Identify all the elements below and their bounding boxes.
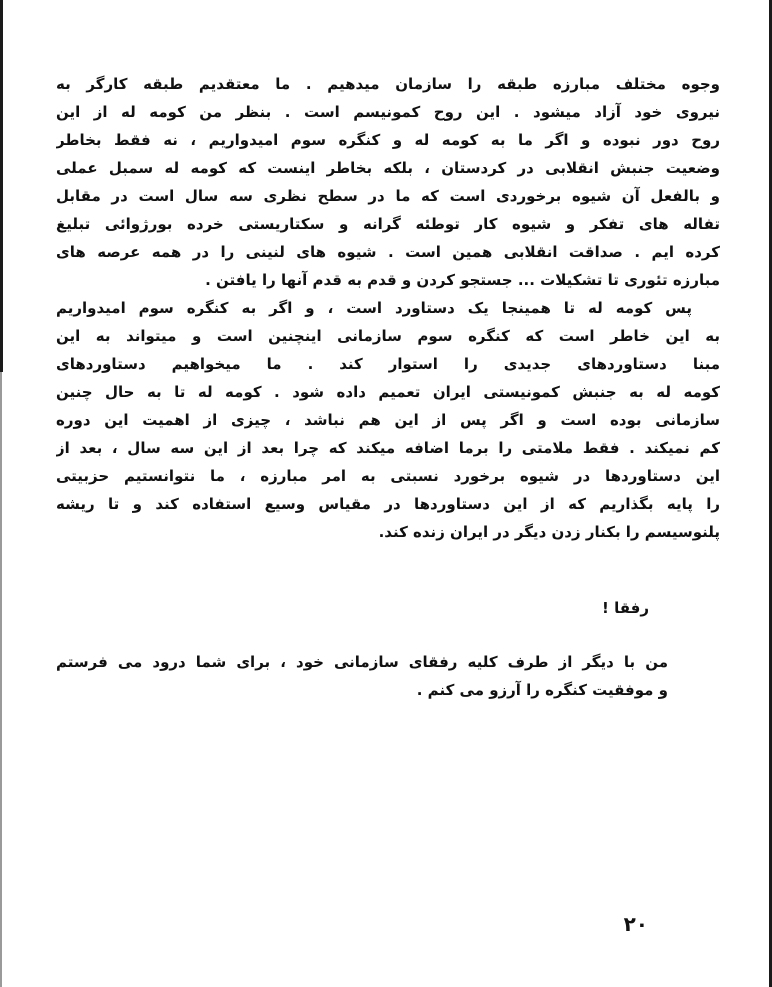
text-line: به این خاطر است که کنگره سوم سازمانی اینچنین است و میتواند به این [56,327,720,345]
text-line: نیروی خود آزاد میشود . این روح کمونیسم است . بنظر من کومه له از این [56,103,720,121]
text-line: پلنوسیسم را بکنار زدن دیگر در ایران زنده کند. [378,523,720,541]
text-line: و موفقیت کنگره را آرزو می کنم . [416,681,668,699]
body-text [56,70,720,546]
text-line: را پایه بگذاریم که از این دستاوردها در مقیاس وسیع استفاده کند و تا ریشه [56,495,720,513]
page-number: ۲۰ [623,912,648,936]
page-edge-left [0,0,3,372]
text-line: مبارزه تئوری تا تشکیلات ... جستجو کردن و قدم به قدم آنها را یافتن . [205,271,720,289]
paragraph-1 [56,70,720,294]
greeting: رفقا ! [602,599,649,617]
paragraph-2 [56,294,720,546]
text-line: من با دیگر از طرف کلیه رفقای سازمانی خود ، برای شما درود می فرستم [56,653,668,671]
text-line: پس کومه له تا همینجا یک دستاورد است ، و اگر به کنگره سوم امیدواریم [56,299,692,317]
text-line: سازمانی بوده است و اگر پس از این هم نباشد ، چیزی از اهمیت این دوره [56,411,720,429]
page-edge-left-lower [0,372,2,987]
text-line: تفاله های تفکر و شیوه کار توطئه گرانه و سکتاریستی خرده بورژوائی تبلیغ [56,215,720,233]
text-line: وجوه مختلف مبارزه طبقه را سازمان میدهیم . ما معتقدیم طبقه کارگر به [56,75,720,93]
text-line: کم نمیکند . فقط ملامتی را برما اضافه میکند که چرا بعد از این سه سال ، بعد از [56,439,720,457]
text-line: روح دور نبوده و اگر ما به کومه له و کنگره سوم امیدواریم ، نه فقط بخاطر [56,131,720,149]
text-line: این دستاوردها در شیوه برخورد نسبتی به امر مبارزه ، ما نتوانستیم حزبیتی [56,467,720,485]
text-line: وضعیت جنبش انقلابی در کردستان ، بلکه بخاطر اینست که کومه له سمبل عملی [56,159,720,177]
closing-paragraph [56,648,668,704]
text-line: مبنا دستاوردهای جدیدی را استوار کند . ما میخواهیم دستاوردهای [56,355,720,373]
text-line: کومه له به جنبش کمونیستی ایران تعمیم داده شود . کومه له تا به حال چنین [56,383,720,401]
text-line: کرده ایم . صداقت انقلابی همین است . شیوه های لنینی را در همه عرصه های [56,243,720,261]
text-line: و بالفعل آن شیوه برخوردی است که ما در سطح نظری سه سال است در مقابل [56,187,720,205]
